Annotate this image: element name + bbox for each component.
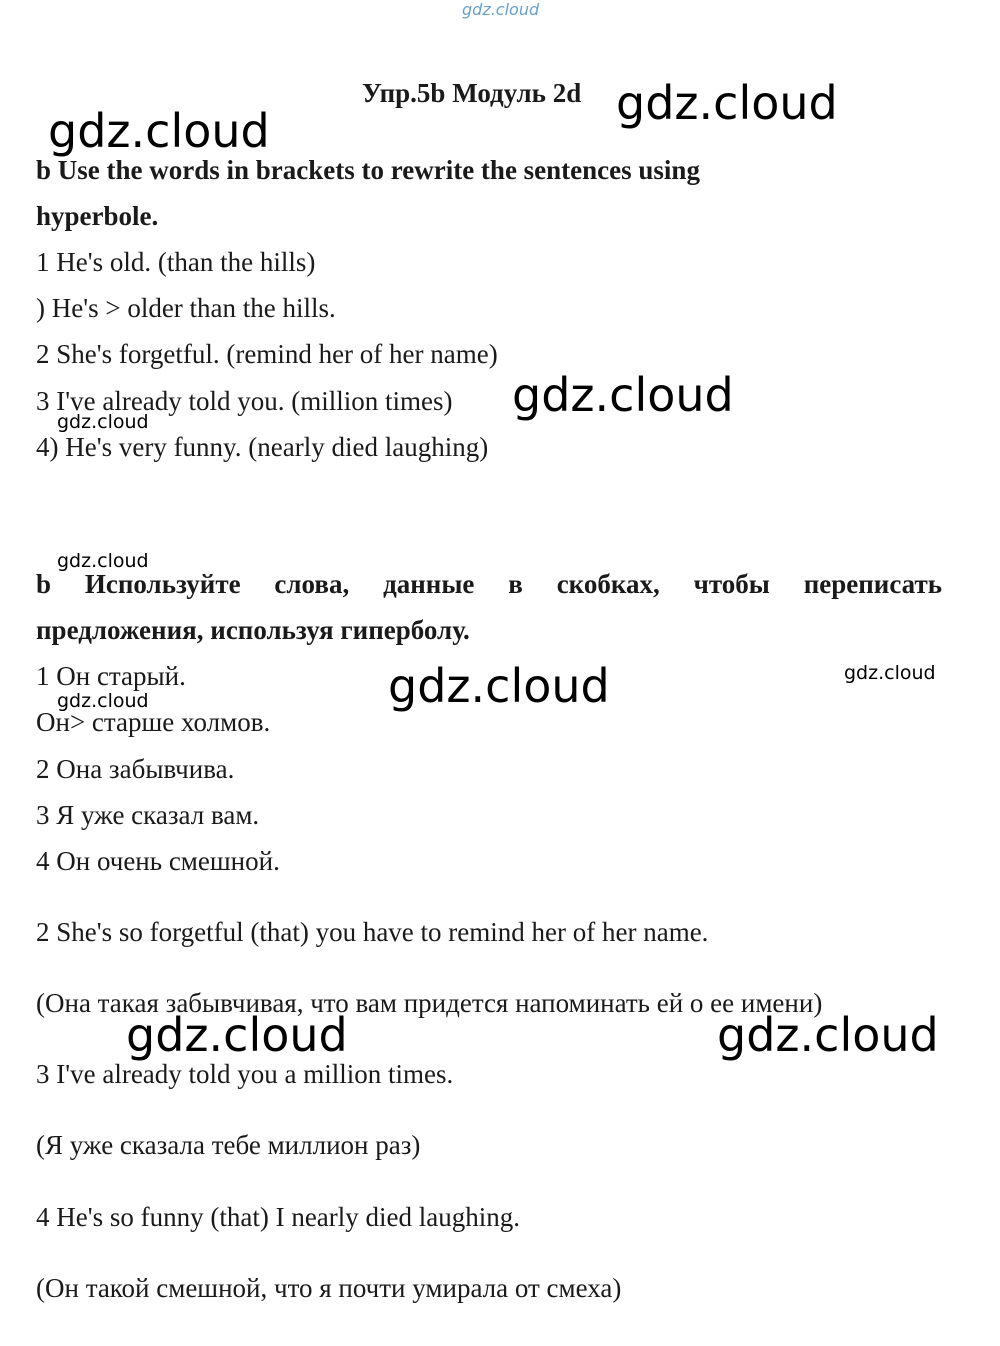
watermark: gdz.cloud bbox=[126, 1008, 348, 1062]
answer-2: 2 She's so forgetful (that) you have to remind her of her name. bbox=[36, 917, 709, 947]
answer-3-translation: (Я уже сказала тебе миллион раз) bbox=[36, 1130, 421, 1160]
en-item-4: 4) He's very funny. (nearly died laughing) bbox=[36, 432, 489, 462]
page-title: Упр.5b Модуль 2d bbox=[362, 78, 582, 108]
watermark: gdz.cloud bbox=[57, 550, 149, 572]
instruction-ru-word: скобках, bbox=[556, 569, 660, 599]
watermark: gdz.cloud bbox=[512, 368, 734, 422]
watermark: gdz.cloud bbox=[717, 1008, 939, 1062]
watermark: gdz.cloud bbox=[57, 411, 149, 433]
instruction-ru-word: b bbox=[36, 569, 52, 599]
instruction-ru-word: чтобы bbox=[693, 569, 770, 599]
answer-2-translation: (Она такая забывчивая, что вам придется напоминать ей о ее имени) bbox=[36, 988, 823, 1018]
watermark-top: gdz.cloud bbox=[462, 0, 540, 19]
watermark: gdz.cloud bbox=[616, 76, 838, 130]
ru-item-4: 4 Он очень смешной. bbox=[36, 846, 280, 876]
watermark: gdz.cloud bbox=[388, 659, 610, 713]
instruction-ru-word: Используйте bbox=[84, 569, 241, 599]
instruction-en-line-1: b Use the words in brackets to rewrite the sentences using bbox=[36, 155, 700, 185]
instruction-ru-line-2: предложения, используя гиперболу. bbox=[36, 615, 470, 645]
answer-4: 4 He's so funny (that) I nearly died laughing. bbox=[36, 1202, 520, 1232]
instruction-ru-word: в bbox=[508, 569, 523, 599]
en-item-1: 1 He's old. (than the hills) bbox=[36, 247, 316, 277]
instruction-ru-word: данные bbox=[383, 569, 475, 599]
ru-item-1-answer: Он> старше холмов. bbox=[36, 707, 271, 737]
watermark: gdz.cloud bbox=[57, 690, 149, 712]
ru-item-1: 1 Он старый. bbox=[36, 661, 186, 691]
ru-item-3: 3 Я уже сказал вам. bbox=[36, 800, 260, 830]
en-item-2: 2 She's forgetful. (remind her of her name) bbox=[36, 339, 498, 369]
instruction-ru-word: слова, bbox=[274, 569, 350, 599]
watermark: gdz.cloud bbox=[48, 104, 270, 158]
instruction-ru-line-1 bbox=[36, 571, 942, 598]
ru-item-2: 2 Она забывчива. bbox=[36, 754, 235, 784]
instruction-en-line-2: hyperbole. bbox=[36, 201, 159, 231]
en-item-3: 3 I've already told you. (million times) bbox=[36, 386, 453, 416]
answer-4-translation: (Он такой смешной, что я почти умирала от смеха) bbox=[36, 1273, 622, 1303]
answer-3: 3 I've already told you a million times. bbox=[36, 1059, 454, 1089]
en-item-1-answer: ) He's > older than the hills. bbox=[36, 293, 336, 323]
instruction-ru-word: переписать bbox=[803, 569, 942, 599]
watermark: gdz.cloud bbox=[844, 662, 936, 684]
